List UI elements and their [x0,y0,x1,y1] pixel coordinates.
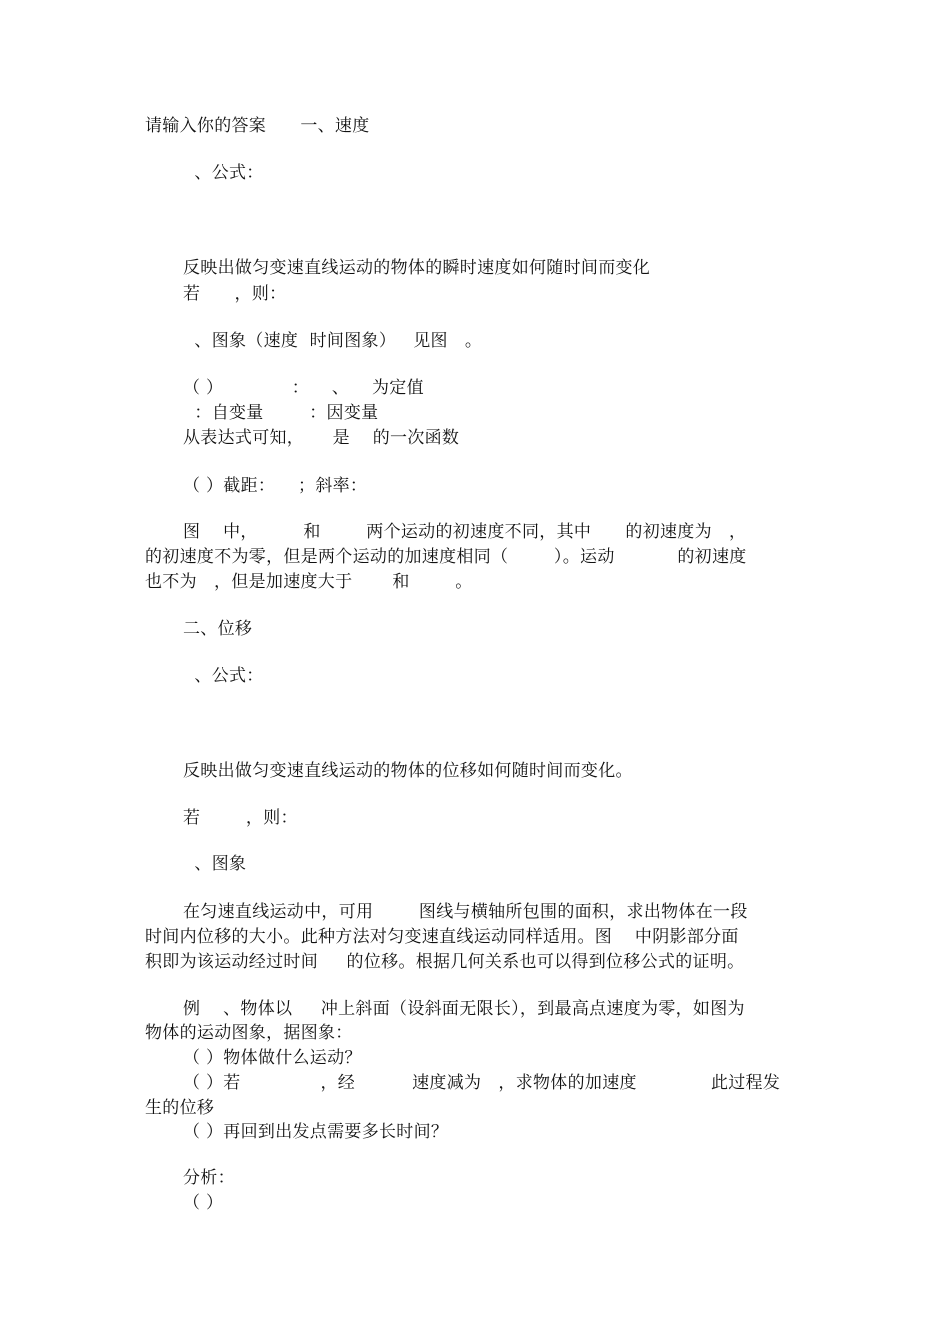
paragraph-line: 在匀速直线运动中，可用 图线与横轴所包围的面积，求出物体在一段 [183,902,748,922]
paragraph-line: 若 ，则： [183,284,287,304]
paragraph-line: （ ）截距： ；斜率： [183,476,368,496]
graph-heading: 、图象 [183,854,247,874]
graph-heading: 、图象（速度 时间图象） 见图 。 [183,331,483,351]
paragraph-line: 反映出做匀变速直线运动的物体的瞬时速度如何随时间而变化 [183,258,651,278]
analysis-line: （ ） [183,1193,224,1213]
question-line: （ ）再回到出发点需要多长时间？ [183,1122,449,1142]
formula-heading: 、公式： [183,163,264,183]
question-line: （ ）物体做什么运动？ [183,1048,362,1068]
paragraph-line: 若 ，则： [183,808,298,828]
formula-heading: 、公式： [183,666,264,686]
paragraph-line: 反映出做匀变速直线运动的物体的位移如何随时间而变化。 [183,761,633,781]
example-line: 例 、物体以 冲上斜面（设斜面无限长），到最高点速度为零，如图为 [183,999,745,1019]
example-line: 物体的运动图象，据图象： [145,1023,353,1043]
question-line: （ ）若 ，经 速度减为 ，求物体的加速度 此过程发 [183,1073,781,1093]
paragraph-line: 也不为 ，但是加速度大于 和 。 [145,572,473,592]
paragraph-line: ：自变量 ：因变量 [183,403,379,423]
paragraph-line: 图 中， 和 两个运动的初速度不同，其中 的初速度为 ， [183,522,747,542]
paragraph-line: 从表达式可知， 是 的一次函数 [183,428,460,448]
paragraph-line: 积即为该运动经过时间 的位移。根据几何关系也可以得到位移公式的证明。 [145,952,745,972]
paragraph-line: 时间内位移的大小。此种方法对匀变速直线运动同样适用。图 中阴影部分面 [145,927,739,947]
paragraph-line: 的初速度不为零，但是两个运动的加速度相同（ ）。运动 的初速度 [145,547,747,567]
section-heading: 二、位移 [183,619,253,639]
analysis-heading: 分析： [183,1168,235,1188]
question-line: 生的位移 [145,1098,215,1118]
header-line: 请输入你的答案 一、速度 [145,116,370,136]
paragraph-line: （ ） ： 、 为定值 [183,378,424,398]
